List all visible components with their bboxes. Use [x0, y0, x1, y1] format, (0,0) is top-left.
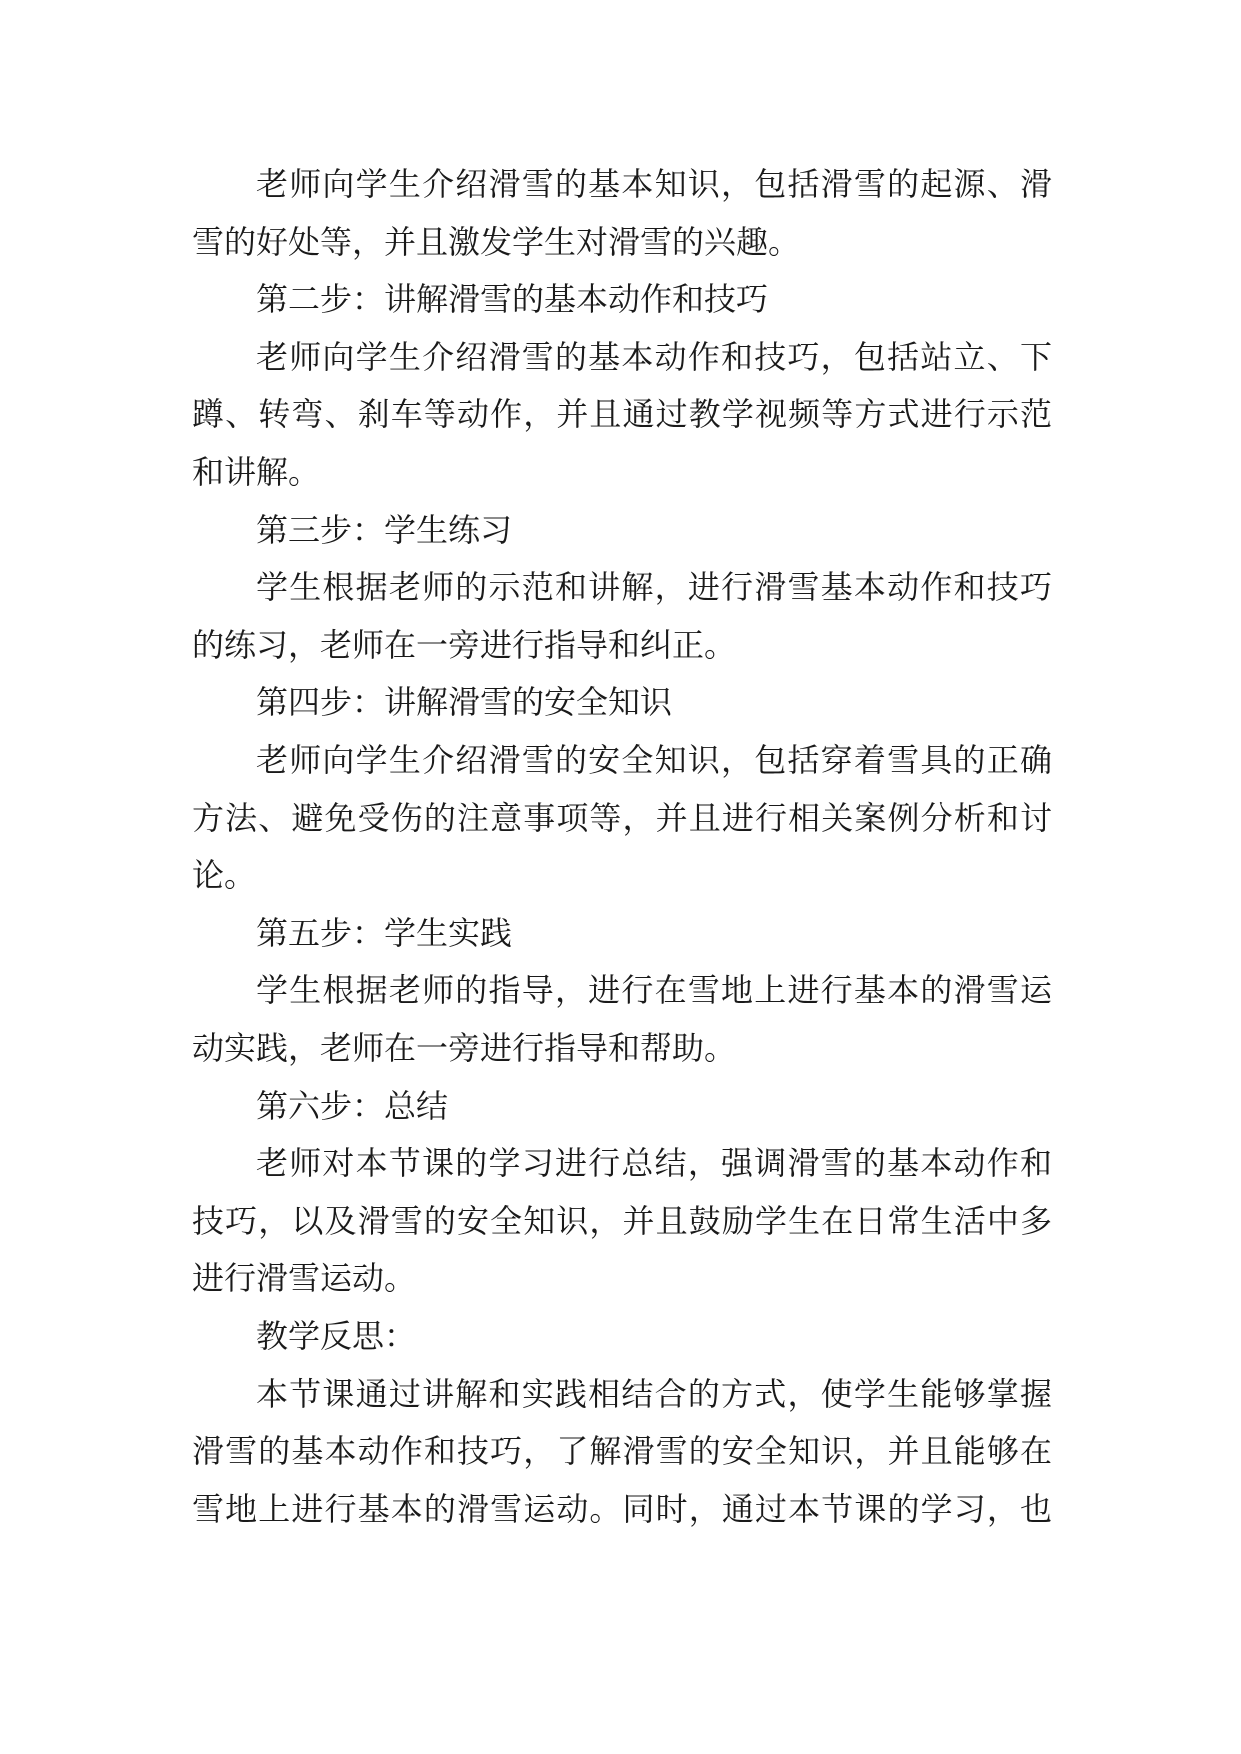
- paragraph-line: 进行滑雪运动。: [192, 1259, 417, 1297]
- step-heading: 第二步：讲解滑雪的基本动作和技巧: [256, 280, 769, 318]
- step-heading: 第五步：学生实践: [256, 914, 513, 952]
- paragraph-line: 和讲解。: [192, 453, 321, 491]
- paragraph-line: 老师向学生介绍滑雪的基本动作和技巧，包括站立、下: [256, 338, 1052, 376]
- paragraph-line: 技巧，以及滑雪的安全知识，并且鼓励学生在日常生活中多: [192, 1202, 1052, 1240]
- paragraph-line: 雪的好处等，并且激发学生对滑雪的兴趣。: [192, 223, 801, 261]
- paragraph-line: 的练习，老师在一旁进行指导和纠正。: [192, 626, 737, 664]
- paragraph-line: 学生根据老师的指导，进行在雪地上进行基本的滑雪运: [256, 971, 1052, 1009]
- section-heading: 教学反思：: [256, 1317, 417, 1355]
- paragraph-line: 本节课通过讲解和实践相结合的方式，使学生能够掌握: [256, 1375, 1052, 1413]
- paragraph-line: 动实践，老师在一旁进行指导和帮助。: [192, 1029, 737, 1067]
- paragraph-line: 滑雪的基本动作和技巧，了解滑雪的安全知识，并且能够在: [192, 1432, 1052, 1470]
- paragraph-line: 老师向学生介绍滑雪的基本知识，包括滑雪的起源、滑: [256, 165, 1052, 203]
- step-heading: 第四步：讲解滑雪的安全知识: [256, 683, 673, 721]
- step-heading: 第三步：学生练习: [256, 511, 513, 549]
- paragraph-line: 方法、避免受伤的注意事项等，并且进行相关案例分析和讨: [192, 799, 1052, 837]
- paragraph-line: 论。: [192, 856, 257, 894]
- step-heading: 第六步：总结: [256, 1087, 449, 1125]
- paragraph-line: 学生根据老师的示范和讲解，进行滑雪基本动作和技巧: [256, 568, 1052, 606]
- paragraph-line: 雪地上进行基本的滑雪运动。同时，通过本节课的学习，也: [192, 1490, 1052, 1528]
- paragraph-line: 老师对本节课的学习进行总结，强调滑雪的基本动作和: [256, 1144, 1052, 1182]
- paragraph-line: 蹲、转弯、刹车等动作，并且通过教学视频等方式进行示范: [192, 395, 1052, 433]
- paragraph-line: 老师向学生介绍滑雪的安全知识，包括穿着雪具的正确: [256, 741, 1052, 779]
